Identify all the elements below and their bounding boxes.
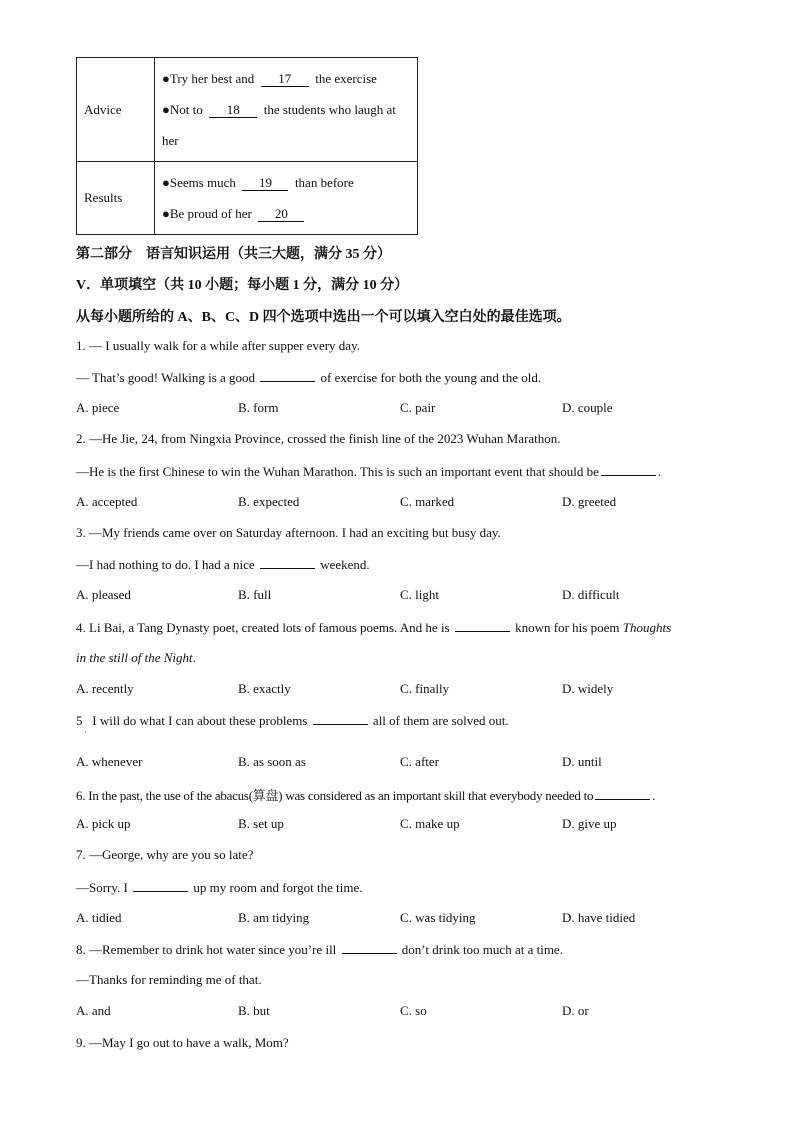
part2-heading: 第二部分 语言知识运用（共三大题，满分 35 分） — [76, 247, 391, 262]
option-d: D. give up — [562, 816, 617, 831]
q3-options — [76, 587, 736, 603]
stray-mark: · — [84, 728, 87, 737]
option-d: D. couple — [562, 400, 613, 415]
advice-line-2: ●Not to 18 the students who laugh at — [162, 102, 396, 117]
q7-line1: 7. —George, why are you so late? — [76, 847, 254, 862]
q7-options — [76, 910, 736, 926]
q8-line2: —Thanks for reminding me of that. — [76, 972, 262, 987]
section5-heading: V．单项填空（共 10 小题；每小题 1 分，满分 10 分） — [76, 278, 409, 293]
option-c: C. finally — [400, 681, 450, 696]
option-a: A. and — [76, 1003, 111, 1018]
option-b: B. am tidying — [238, 910, 310, 925]
option-c: C. pair — [400, 400, 436, 415]
row-label-results: Results — [77, 162, 155, 235]
advice-line-3: her — [162, 133, 179, 148]
row-label-advice: Advice — [77, 58, 155, 162]
q6-options — [76, 816, 736, 832]
poem-title-cont: in the still of the Night — [76, 650, 193, 665]
answer-blank — [595, 787, 650, 800]
option-b: B. but — [238, 1003, 270, 1018]
option-d: D. greeted — [562, 494, 617, 509]
blank-17: 17 — [261, 72, 309, 87]
option-c: C. was tidying — [400, 910, 476, 925]
answer-blank — [133, 879, 188, 892]
answer-blank — [260, 556, 315, 569]
option-c: C. marked — [400, 494, 455, 509]
q8-line1: 8. —Remember to drink hot water since you’re ill don’t drink too much at a time. — [76, 942, 563, 957]
option-c: C. make up — [400, 816, 460, 831]
option-c: C. light — [400, 587, 440, 602]
answer-blank — [313, 712, 368, 725]
option-c: C. after — [400, 754, 439, 769]
option-b: B. form — [238, 400, 279, 415]
row-content-advice — [155, 58, 418, 162]
option-a: A. pick up — [76, 816, 131, 831]
table-row-results — [77, 162, 418, 235]
option-a: A. recently — [76, 681, 134, 696]
q5-line1: 5 I will do what I can about these problems all of them are solved out. — [76, 713, 509, 728]
advice-line-1: ●Try her best and 17 the exercise — [162, 71, 377, 86]
q7-line2: —Sorry. I up my room and forgot the time. — [76, 880, 363, 895]
blank-20: 20 — [258, 207, 304, 222]
q3-line2: —I had nothing to do. I had a nice weekend. — [76, 557, 370, 572]
option-a: A. accepted — [76, 494, 138, 509]
answer-blank — [260, 369, 315, 382]
q9-line1: 9. —May I go out to have a walk, Mom? — [76, 1035, 289, 1050]
option-d: D. difficult — [562, 587, 620, 602]
q2-options — [76, 494, 736, 510]
option-b: B. as soon as — [238, 754, 306, 769]
info-table — [76, 57, 418, 235]
q8-options — [76, 1003, 736, 1019]
answer-blank — [342, 941, 397, 954]
option-d: D. widely — [562, 681, 614, 696]
results-line-1: ●Seems much 19 than before — [162, 175, 354, 190]
option-b: B. expected — [238, 494, 300, 509]
answer-blank — [455, 619, 510, 632]
option-a: A. whenever — [76, 754, 143, 769]
option-b: B. set up — [238, 816, 284, 831]
q4-line1: 4. Li Bai, a Tang Dynasty poet, created lots of famous poems. And he is known for his poem Thoughts — [76, 620, 672, 635]
q1-options — [76, 400, 736, 416]
q3-line1: 3. —My friends came over on Saturday afternoon. I had an exciting but busy day. — [76, 525, 501, 540]
option-a: A. piece — [76, 400, 120, 415]
option-d: D. have tidied — [562, 910, 636, 925]
option-c: C. so — [400, 1003, 427, 1018]
answer-blank — [601, 463, 656, 476]
option-d: D. until — [562, 754, 602, 769]
option-b: B. full — [238, 587, 272, 602]
option-b: B. exactly — [238, 681, 291, 696]
q1-line2: — That’s good! Walking is a good of exercise for both the young and the old. — [76, 370, 542, 385]
blank-19: 19 — [242, 176, 288, 191]
table-row-advice — [77, 58, 418, 162]
row-content-results — [155, 162, 418, 235]
results-line-2: ●Be proud of her 20 — [162, 198, 417, 229]
option-d: D. or — [562, 1003, 589, 1018]
q4-line2: in the still of the Night. — [76, 650, 196, 665]
q2-line2: —He is the first Chinese to win the Wuhan Marathon. This is such an important event that should be . — [76, 464, 662, 479]
q6-line1: 6. In the past, the use of the abacus(算盘) was considered as an important skill that everybody needed to . — [76, 788, 656, 803]
q4-options — [76, 681, 736, 697]
q5-options — [76, 754, 736, 770]
option-a: A. tidied — [76, 910, 122, 925]
blank-18: 18 — [209, 103, 257, 118]
q2-line1: 2. —He Jie, 24, from Ningxia Province, crossed the finish line of the 2023 Wuhan Marathon. — [76, 431, 561, 446]
poem-title: Thoughts — [622, 620, 672, 635]
q1-line1: 1. — I usually walk for a while after supper every day. — [76, 338, 360, 353]
option-a: A. pleased — [76, 587, 131, 602]
instructions: 从每小题所给的 A、B、C、D 四个选项中选出一个可以填入空白处的最佳选项。 — [76, 310, 571, 325]
